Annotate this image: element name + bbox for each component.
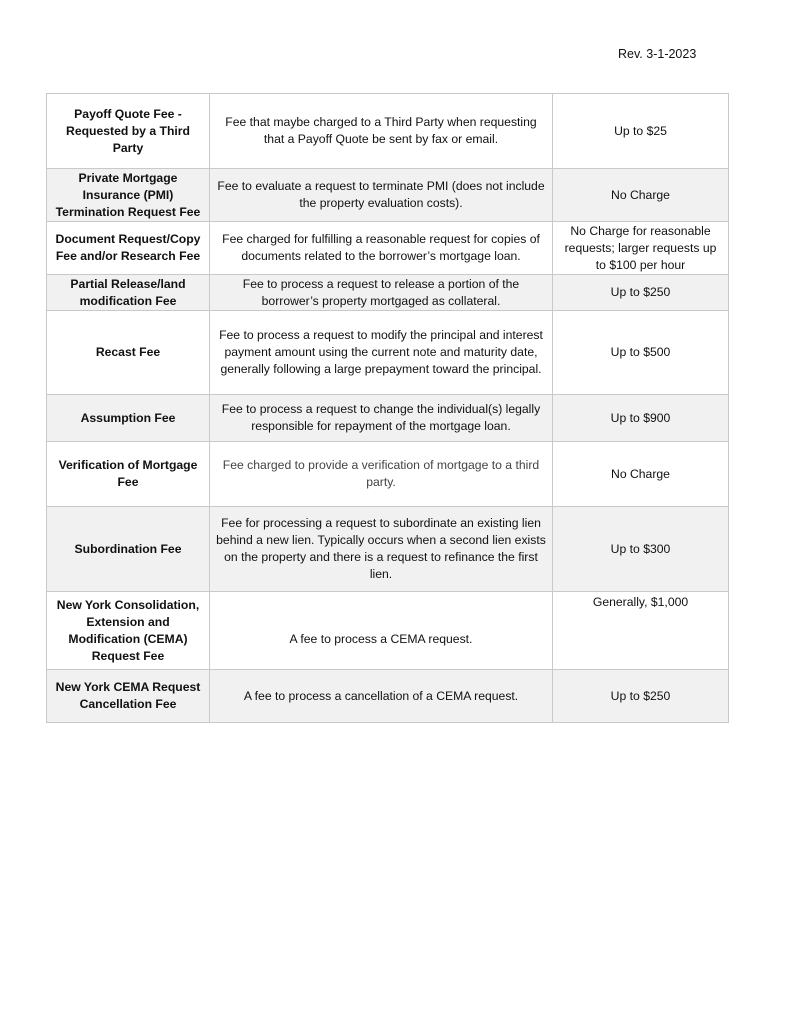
fee-name: Payoff Quote Fee - Requested by a Third Party bbox=[47, 94, 210, 169]
fee-amount: Up to $900 bbox=[553, 395, 729, 442]
fee-description: Fee charged for fulfilling a reasonable request for copies of documents related to the borrower’s mortgage loan. bbox=[210, 222, 553, 275]
table-row bbox=[47, 94, 729, 169]
table-row bbox=[47, 507, 729, 592]
table-row bbox=[47, 222, 729, 275]
fee-amount: Generally, $1,000 bbox=[553, 592, 729, 670]
fee-description: Fee charged to provide a verification of mortgage to a third party. bbox=[210, 442, 553, 507]
fee-amount: Up to $250 bbox=[553, 670, 729, 723]
fee-description: Fee to evaluate a request to terminate PMI (does not include the property evaluation costs). bbox=[210, 169, 553, 222]
table-row bbox=[47, 670, 729, 723]
table-row bbox=[47, 311, 729, 395]
fee-amount: No Charge bbox=[553, 442, 729, 507]
fee-name: New York Consolidation, Extension and Modification (CEMA) Request Fee bbox=[47, 592, 210, 670]
fee-description: A fee to process a CEMA request. bbox=[210, 592, 553, 670]
fee-name: Private Mortgage Insurance (PMI) Termination Request Fee bbox=[47, 169, 210, 222]
fee-amount: Up to $250 bbox=[553, 275, 729, 311]
fee-name: Partial Release/land modification Fee bbox=[47, 275, 210, 311]
fee-description: Fee to process a request to modify the principal and interest payment amount using the current note and maturity date, generally following a large prepayment toward the principal. bbox=[210, 311, 553, 395]
fee-amount: No Charge bbox=[553, 169, 729, 222]
table-row bbox=[47, 592, 729, 670]
fee-amount: Up to $500 bbox=[553, 311, 729, 395]
fee-description: Fee to process a request to change the individual(s) legally responsible for repayment of the mortgage loan. bbox=[210, 395, 553, 442]
revision-date: Rev. 3-1-2023 bbox=[618, 47, 697, 61]
fee-name: Recast Fee bbox=[47, 311, 210, 395]
fee-amount: Up to $25 bbox=[553, 94, 729, 169]
fee-description: A fee to process a cancellation of a CEMA request. bbox=[210, 670, 553, 723]
table-row bbox=[47, 275, 729, 311]
fee-name: Subordination Fee bbox=[47, 507, 210, 592]
table-row bbox=[47, 395, 729, 442]
fee-name: Document Request/Copy Fee and/or Research Fee bbox=[47, 222, 210, 275]
fee-amount: No Charge for reasonable requests; larger requests up to $100 per hour bbox=[553, 222, 729, 275]
fee-description: Fee that maybe charged to a Third Party when requesting that a Payoff Quote be sent by fax or email. bbox=[210, 94, 553, 169]
fee-name: Verification of Mortgage Fee bbox=[47, 442, 210, 507]
fee-name: Assumption Fee bbox=[47, 395, 210, 442]
fee-amount: Up to $300 bbox=[553, 507, 729, 592]
fee-description: Fee to process a request to release a portion of the borrower’s property mortgaged as collateral. bbox=[210, 275, 553, 311]
table-row bbox=[47, 442, 729, 507]
table-row bbox=[47, 169, 729, 222]
fee-name: New York CEMA Request Cancellation Fee bbox=[47, 670, 210, 723]
fee-schedule-table bbox=[46, 93, 729, 723]
fee-description: Fee for processing a request to subordinate an existing lien behind a new lien. Typically occurs when a second lien exists on the property and there is a request to refinance the first lien. bbox=[210, 507, 553, 592]
